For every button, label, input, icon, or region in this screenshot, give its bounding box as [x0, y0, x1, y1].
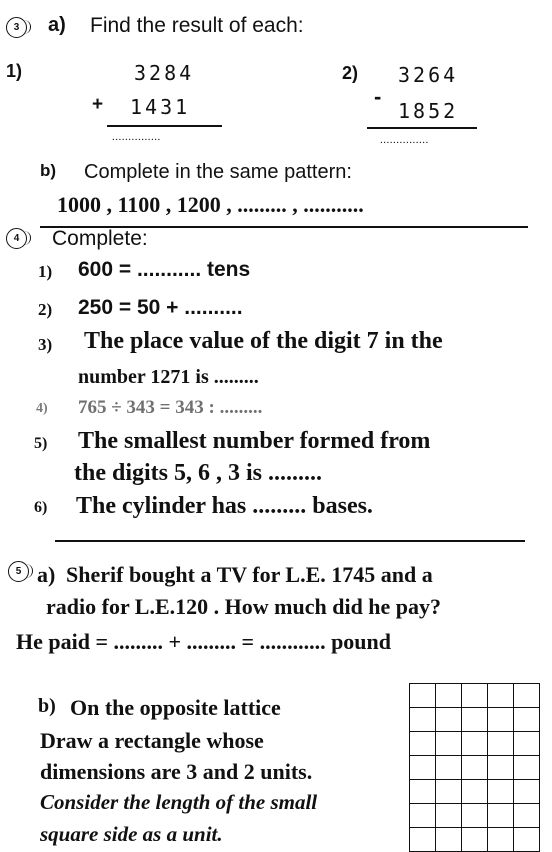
lattice-cell[interactable]	[514, 780, 540, 804]
q3-problem-1-top-number: 3284	[134, 61, 195, 85]
lattice-cell[interactable]	[514, 804, 540, 828]
lattice-cell[interactable]	[436, 708, 462, 732]
q3-part-a-instruction: Find the result of each:	[90, 14, 304, 37]
lattice-cell[interactable]	[488, 780, 514, 804]
lattice-cell[interactable]	[410, 804, 436, 828]
q4-item-5-line-1: The smallest number formed from	[78, 428, 431, 454]
q5-part-a-line-2: radio for L.E.120 . How much did he pay?	[46, 594, 442, 619]
lattice-cell[interactable]	[514, 828, 540, 852]
lattice-cell[interactable]	[436, 780, 462, 804]
lattice-cell[interactable]	[488, 804, 514, 828]
question-4-number-badge: 4	[6, 228, 27, 249]
q5-part-b-line-5: square side as a unit.	[40, 822, 223, 846]
q3-problem-1-label: 1)	[6, 61, 23, 81]
lattice-cell[interactable]	[410, 708, 436, 732]
q4-item-2-text[interactable]: 250 = 50 + ..........	[78, 296, 243, 319]
q4-item-5-number: 5)	[34, 435, 48, 452]
lattice-cell[interactable]	[436, 684, 462, 708]
q5-part-a-line-1: Sherif bought a TV for L.E. 1745 and a	[66, 562, 433, 587]
q4-item-1-text[interactable]: 600 = ........... tens	[78, 258, 251, 281]
q4-item-3-line-2[interactable]: number 1271 is .........	[78, 366, 259, 388]
lattice-cell[interactable]	[488, 756, 514, 780]
lattice-cell[interactable]	[436, 732, 462, 756]
question-3-number-badge: 3	[6, 17, 27, 38]
lattice-cell[interactable]	[488, 828, 514, 852]
q4-title: Complete:	[52, 227, 148, 250]
q3-problem-2-answer-blank[interactable]: ...............	[380, 134, 429, 146]
q4-item-4-text[interactable]: 765 ÷ 343 = 343 : .........	[78, 397, 263, 418]
q5-part-a-label: a)	[37, 562, 56, 587]
lattice-row	[410, 684, 540, 708]
q3-problem-2-operator: -	[374, 84, 382, 109]
lattice-cell[interactable]	[514, 756, 540, 780]
lattice-row	[410, 732, 540, 756]
q3-problem-1-answer-blank[interactable]: ...............	[112, 131, 161, 143]
lattice-cell[interactable]	[514, 732, 540, 756]
section-divider-2	[55, 540, 525, 542]
q3-part-b-instruction: Complete in the same pattern:	[84, 161, 352, 183]
q4-item-5-line-2[interactable]: the digits 5, 6 , 3 is .........	[74, 460, 323, 486]
q4-item-4-number: 4)	[36, 401, 48, 416]
lattice-row	[410, 780, 540, 804]
lattice-row	[410, 828, 540, 852]
lattice-cell[interactable]	[436, 756, 462, 780]
q3-number-pattern[interactable]: 1000 , 1100 , 1200 , ......... , ...........	[57, 192, 364, 217]
lattice-cell[interactable]	[462, 780, 488, 804]
lattice-cell[interactable]	[410, 828, 436, 852]
q5-part-a-answer-line[interactable]: He paid = ......... + ......... = ............ pound	[16, 629, 392, 654]
q3-part-b-label: b)	[40, 161, 57, 180]
lattice-cell[interactable]	[462, 804, 488, 828]
lattice-cell[interactable]	[410, 684, 436, 708]
q3-part-a-label: a)	[48, 14, 66, 36]
lattice-cell[interactable]	[410, 732, 436, 756]
lattice-cell[interactable]	[462, 708, 488, 732]
q5-part-b-line-2: Draw a rectangle whose	[40, 728, 264, 753]
q5-part-b-line-4: Consider the length of the small	[40, 790, 318, 814]
q3-problem-1-bottom-number: 1431	[130, 95, 191, 119]
lattice-cell[interactable]	[410, 780, 436, 804]
lattice-cell[interactable]	[514, 684, 540, 708]
lattice-cell[interactable]	[410, 756, 436, 780]
q5-part-b-line-1: On the opposite lattice	[70, 695, 281, 720]
lattice-cell[interactable]	[488, 684, 514, 708]
q4-item-3-line-1: The place value of the digit 7 in the	[84, 328, 443, 354]
q4-item-2-number: 2)	[38, 300, 53, 319]
question-5-number-badge: 5	[8, 561, 29, 582]
lattice-cell[interactable]	[462, 684, 488, 708]
lattice-cell[interactable]	[514, 708, 540, 732]
lattice-row	[410, 708, 540, 732]
lattice-cell[interactable]	[462, 828, 488, 852]
q4-item-6-text[interactable]: The cylinder has ......... bases.	[76, 493, 373, 519]
q5-part-b-line-3: dimensions are 3 and 2 units.	[40, 759, 313, 784]
q4-item-3-number: 3)	[38, 335, 53, 354]
lattice-cell[interactable]	[488, 708, 514, 732]
q3-problem-1-operator: +	[92, 94, 104, 115]
lattice-cell[interactable]	[462, 732, 488, 756]
q4-item-6-number: 6)	[34, 499, 48, 516]
lattice-row	[410, 756, 540, 780]
q3-problem-1-sum-line	[107, 125, 222, 127]
square-lattice-grid[interactable]	[409, 683, 540, 852]
lattice-cell[interactable]	[436, 828, 462, 852]
lattice-cell[interactable]	[462, 756, 488, 780]
q3-problem-2-label: 2)	[342, 63, 359, 83]
q3-problem-2-top-number: 3264	[398, 63, 459, 87]
q5-part-b-label: b)	[38, 695, 56, 717]
lattice-cell[interactable]	[488, 732, 514, 756]
q3-problem-2-bottom-number: 1852	[398, 99, 459, 123]
q4-item-1-number: 1)	[38, 262, 53, 281]
q3-problem-2-difference-line	[367, 127, 477, 129]
lattice-row	[410, 804, 540, 828]
lattice-cell[interactable]	[436, 804, 462, 828]
